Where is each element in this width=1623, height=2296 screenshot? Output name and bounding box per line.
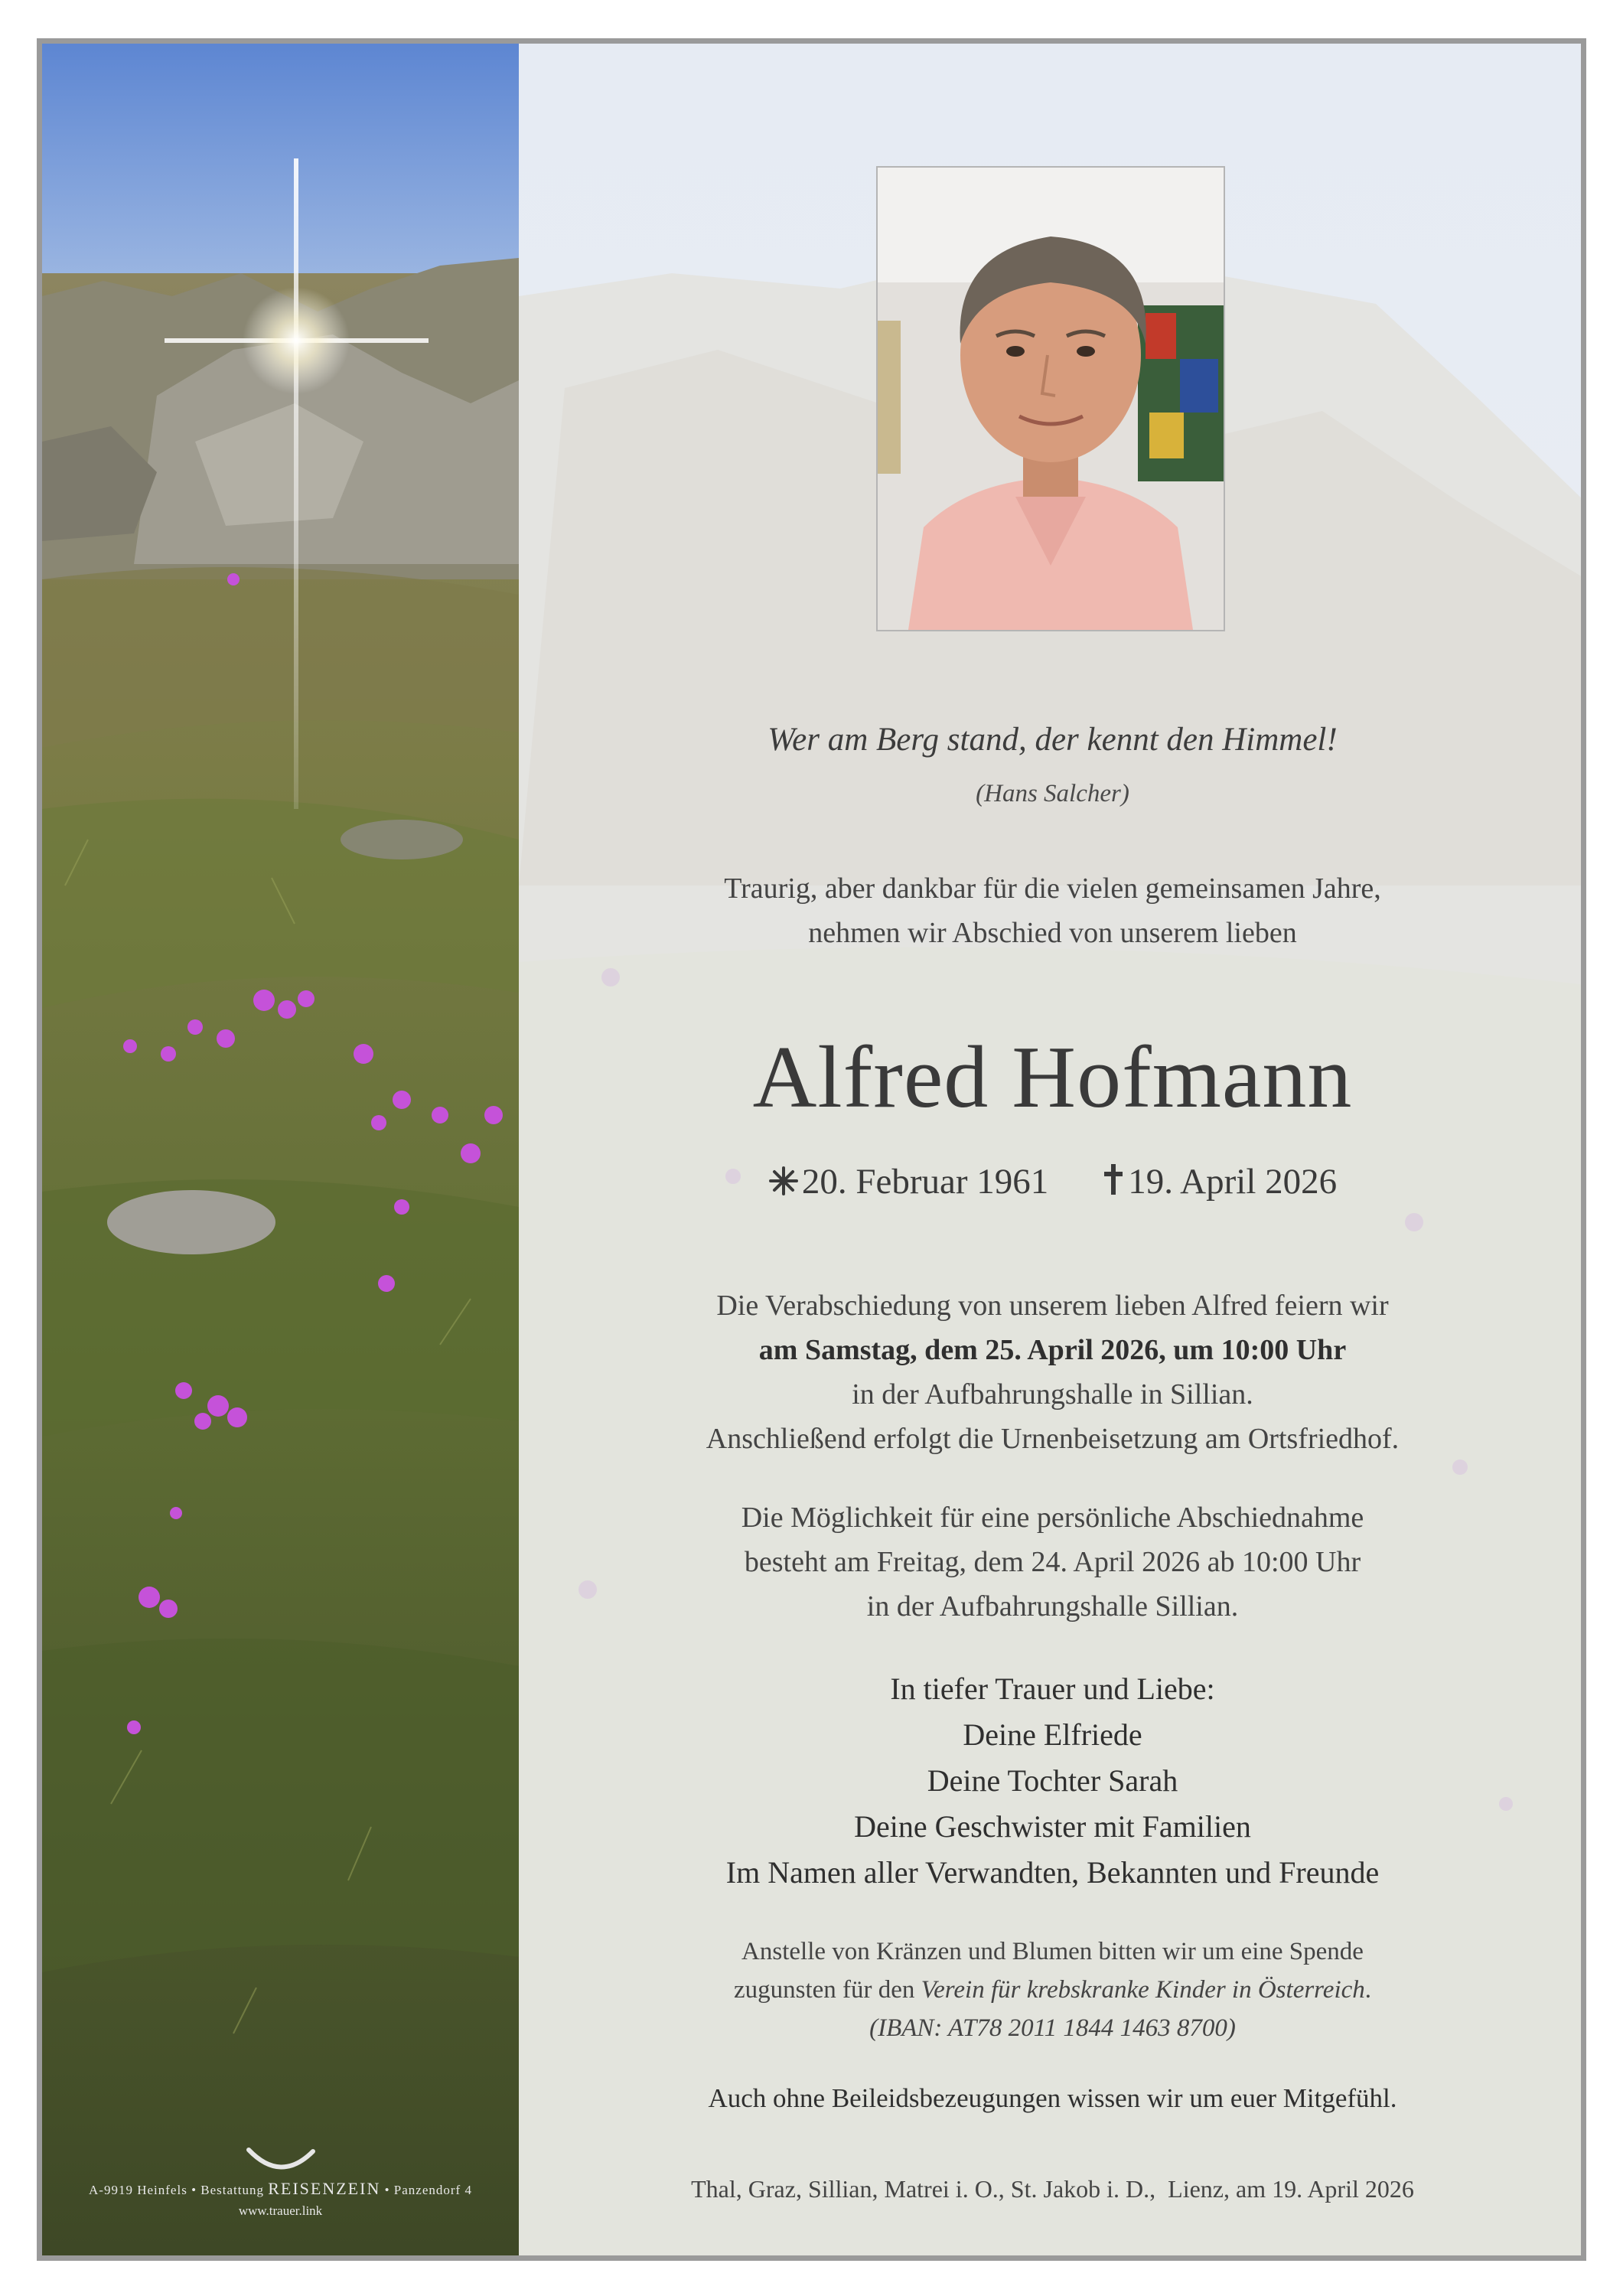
brand-prefix: Bestattung [200, 2183, 264, 2197]
donation-info: Anstelle von Kränzen und Blumen bitten wir um eine Spende zugunsten für den Verein für krebskranke Kinder in Österreich. (IBAN: AT78 2011 1844 1463 8700) [733, 1938, 1372, 2042]
brand-address-left: A-9919 Heinfels [89, 2183, 187, 2197]
brand-website[interactable]: www.trauer.link [238, 2203, 323, 2218]
death-cross-icon [1102, 1163, 1125, 1196]
mourners-list [519, 1666, 1586, 1896]
mourners-heading: In tiefer Trauer und Liebe: [890, 1671, 1215, 1706]
brand-address-right: Panzendorf 4 [393, 2183, 472, 2197]
text-panel [519, 44, 1586, 2255]
quote-author: (Hans Salcher) [976, 780, 1129, 807]
landscape-photo-panel [42, 44, 519, 2255]
birth-star-icon [768, 1166, 799, 1196]
brand-name: REISENZEIN [268, 2179, 381, 2198]
mourner-item: Deine Geschwister mit Familien [854, 1809, 1251, 1844]
funeral-home-brand: A-9919 Heinfels • Bestattung REISENZEIN • Panzendorf 4 www.trauer.link [42, 2147, 519, 2219]
quote-text: Wer am Berg stand, der kennt den Himmel! [768, 722, 1338, 758]
mourner-item: Im Namen aller Verwandten, Bekannten und Freunde [725, 1855, 1380, 1890]
brand-logo-icon [235, 2147, 327, 2176]
mourner-item: Deine Tochter Sarah [927, 1763, 1178, 1798]
place-and-date: Thal, Graz, Sillian, Matrei i. O., St. Jakob i. D., Lienz, am 19. April 2026 [691, 2175, 1414, 2203]
intro-text: Traurig, aber dankbar für die vielen gemeinsamen Jahre, nehmen wir Abschied von unserem lieben [724, 872, 1381, 949]
deceased-name: Alfred Hofmann [752, 1029, 1353, 1127]
viewing-info: Die Möglichkeit für eine persönliche Abschiednahme besteht am Freitag, dem 24. April 2026 ab 10:00 Uhr in der Aufbahrungshalle Sillian. [741, 1502, 1364, 1623]
iban: (IBAN: AT78 2011 1844 1463 8700) [869, 2014, 1236, 2042]
charity-name: Verein für krebskranke Kinder in Österreich [921, 1976, 1365, 2004]
portrait-photo [876, 166, 1225, 631]
ceremony-info: Die Verabschiedung von unserem lieben Alfred feiern wir am Samstag, dem 25. April 2026, um 10:00 Uhr in der Aufbahrungshalle in Sillian. Anschließend erfolgt die Urnenbeisetzung am Ortsfriedhof. [706, 1290, 1400, 1455]
life-dates [519, 1161, 1586, 1202]
mountain-meadow-image [42, 44, 519, 2255]
death-date: 19. April 2026 [1128, 1162, 1338, 1202]
obituary-card [37, 38, 1586, 2261]
portrait-image [878, 168, 1224, 630]
birth-date: 20. Februar 1961 [801, 1162, 1049, 1202]
no-condolence-note: Auch ohne Beileidsbezeugungen wissen wir um euer Mitgefühl. [708, 2083, 1397, 2113]
mourner-item: Deine Elfriede [963, 1717, 1142, 1752]
